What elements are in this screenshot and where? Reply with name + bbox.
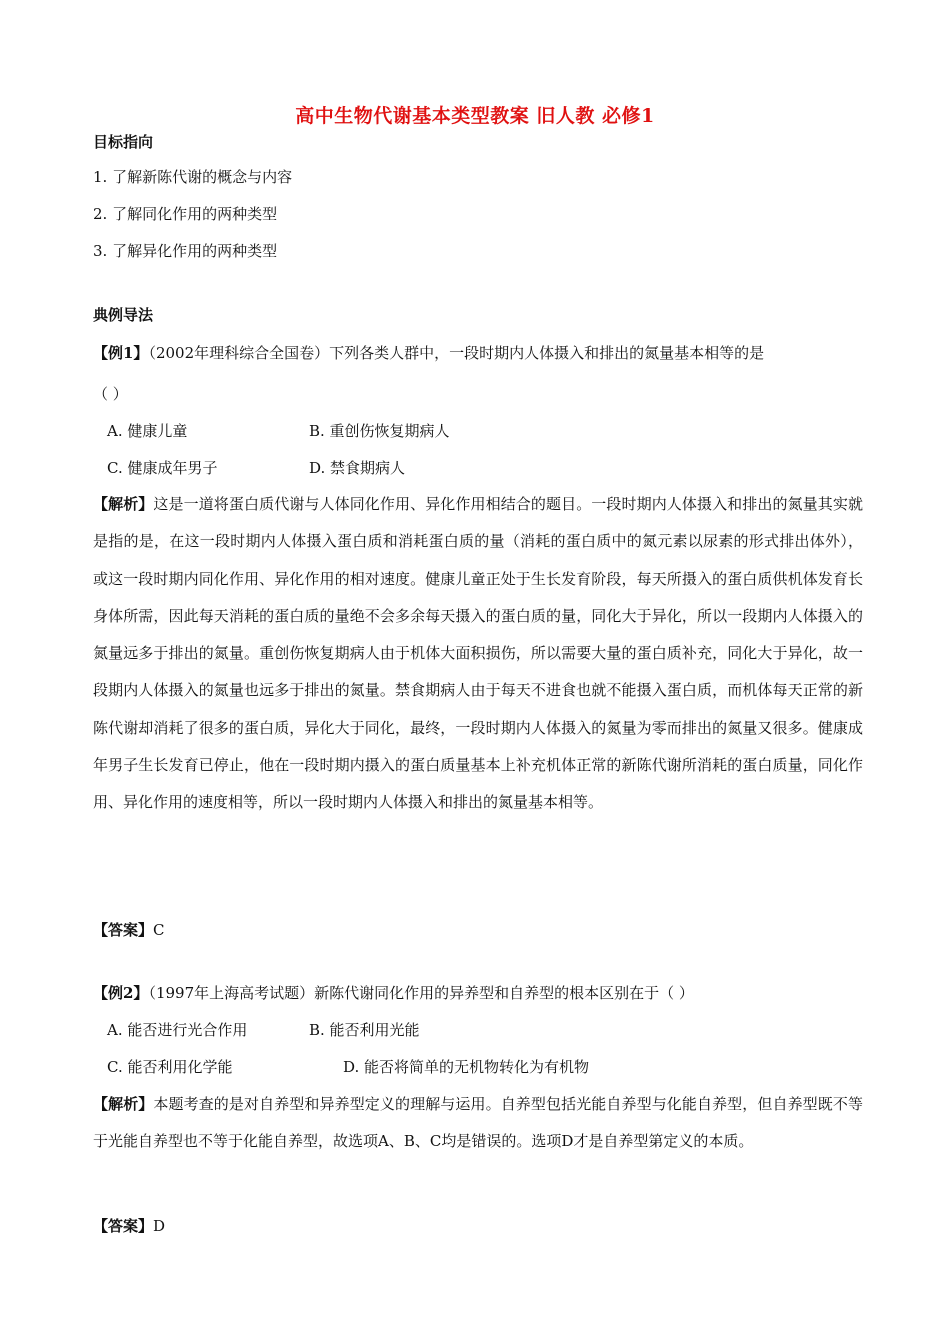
- objective-item-1: 1. 了解新陈代谢的概念与内容: [93, 168, 293, 186]
- example1-option-b: B. 重创伤恢复期病人: [309, 422, 450, 440]
- example1-analysis-text: 这是一道将蛋白质代谢与人体同化作用、异化作用相结合的题目。一段时期内人体摄入和排出的氮量其实就是指的是，在这一段时期内人体摄入蛋白质和消耗蛋白质的量（消耗的蛋白质中的氮元素以尿素的形式排出体外），或这一段时期内同化作用、异化作用的相对速度。健康儿童正处于生长发育阶段，每天所摄入的蛋白质供机体发育长身体所需，因此每天消耗的蛋白质的量绝不会多余每天摄入的蛋白质的量，同化大于异化，所以一段期内人体摄入的氮量远多于排出的氮量。重创伤恢复期病人由于机体大面积损伤，所以需要大量的蛋白质补充，同化大于异化，故一段期内人体摄入的氮量也远多于排出的氮量。禁食期病人由于每天不进食也就不能摄入蛋白质，而机体每天正常的新陈代谢却消耗了很多的蛋白质，异化大于同化，最终，一段时期内人体摄入的氮量为零而排出的氮量又很多。健康成年男子生长发育已停止，他在一段时期内摄入的蛋白质量基本上补充机体正常的新陈代谢所消耗的蛋白质量，同化作用、异化作用的速度相等，所以一段时期内人体摄入和排出的氮量基本相等。: [93, 495, 863, 812]
- example1-option-c: C. 健康成年男子: [107, 459, 218, 477]
- example1-analysis-tag: 【解析】: [93, 495, 154, 513]
- example1-analysis: [93, 486, 863, 822]
- example1-option-d: D. 禁食期病人: [309, 459, 406, 477]
- example2-answer: [93, 1215, 165, 1237]
- example2-analysis: [93, 1086, 863, 1161]
- document-title: 高中生物代谢基本类型教案 旧人教 必修1: [295, 105, 655, 127]
- example1-answer-value: C: [153, 921, 165, 939]
- example2-answer-tag: 【答案】: [93, 1217, 154, 1235]
- example1-bracket: （ ）: [93, 385, 128, 403]
- example2-tag: 【例2】: [93, 984, 149, 1002]
- objectives-heading: 目标指向: [93, 133, 154, 151]
- objective-item-3: 3. 了解异化作用的两种类型: [93, 242, 278, 260]
- example2-option-b: B. 能否利用光能: [309, 1021, 420, 1039]
- example2-answer-value: D: [153, 1217, 166, 1235]
- example2-option-a: A. 能否进行光合作用: [107, 1021, 248, 1039]
- examples-heading: 典例导法: [93, 306, 154, 324]
- example1-answer: [93, 919, 165, 941]
- example2-question-text: （1997年上海高考试题）新陈代谢同化作用的异养型和自养型的根本区别在于（ ）: [148, 984, 694, 1002]
- objective-item-2: 2. 了解同化作用的两种类型: [93, 205, 278, 223]
- example1-question-text: （2002年理科综合全国卷）下列各类人群中，一段时期内人体摄入和排出的氮量基本相等的是: [148, 344, 765, 362]
- example1-option-a: A. 健康儿童: [107, 422, 188, 440]
- example2-option-d: D. 能否将简单的无机物转化为有机物: [343, 1058, 590, 1076]
- example1-tag: 【例1】: [93, 344, 149, 362]
- example2-question: [93, 982, 694, 1004]
- example2-option-c: C. 能否利用化学能: [107, 1058, 233, 1076]
- example2-analysis-text: 本题考查的是对自养型和异养型定义的理解与运用。自养型包括光能自养型与化能自养型，但自养型既不等于光能自养型也不等于化能自养型，故选项A、B、C均是错误的。选项D才是自养型第定义的本质。: [93, 1095, 863, 1151]
- example1-answer-tag: 【答案】: [93, 921, 154, 939]
- example1-question: [93, 342, 764, 364]
- example2-analysis-tag: 【解析】: [93, 1095, 154, 1113]
